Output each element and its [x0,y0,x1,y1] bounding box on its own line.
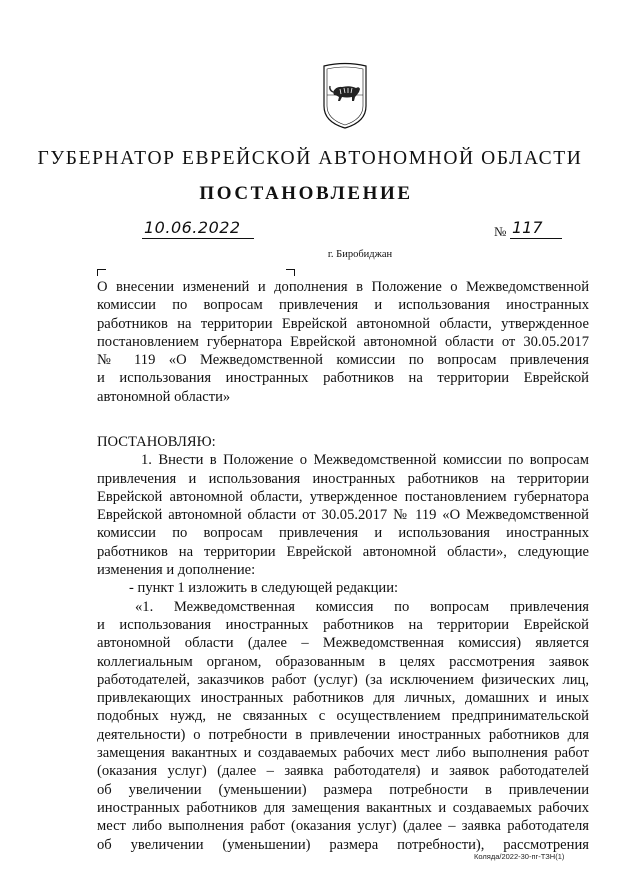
subject-line: работников на территории Еврейской автономной области, утвержденное [97,315,589,332]
body-line: «1. Межведомственная комиссия по вопросам привлечения [135,598,589,615]
body-line: работников на территории Еврейской автономной области», следующие [97,543,589,560]
body-line: 1. Внести в Положение о Межведомственной комиссии по вопросам [141,452,589,469]
subject-line: № 119 «О Межведомственной комиссии по вопросам привлечения [97,352,589,369]
subject-line: автономной области» [97,388,231,405]
footer-reference-code: Коляда/2022-30-пг-ТЗН(1) [474,852,565,861]
subject-line: и использования иностранных работников на территории Еврейской [97,370,589,387]
corner-mark-left [97,269,106,276]
document-subject [97,278,589,406]
body-line: Еврейской автономной области, утвержденное постановлением губернатора [97,488,589,505]
document-type-heading: ПОСТАНОВЛЕНИЕ [199,183,413,204]
corner-mark-right [286,269,295,276]
subject-line: постановлением губернатора Еврейской автономной области от 30.05.2017 [97,333,589,350]
body-line: работодателей, заказчиков работ (услуг) (за исключением физических лиц, [97,671,589,688]
ordain-heading: ПОСТАНОВЛЯЮ: [97,434,216,450]
document-number: 117 [510,218,562,239]
governor-title: ГУБЕРНАТОР ЕВРЕЙСКОЙ АВТОНОМНОЙ ОБЛАСТИ [37,148,583,169]
body-line: об увеличении (уменьшении) размера потребности в привлечении [97,781,589,798]
body-line: автономной области (далее – Межведомственная комиссия) является [97,635,589,652]
body-line: комиссии по вопросам привлечения и использования иностранных [97,525,589,542]
signed-date: 10.06.2022 [142,218,254,239]
subject-line: О внесении изменений и дополнения в Положение о Межведомственной [97,279,589,295]
body-line: Еврейской автономной области от 30.05.2017 № 119 «О Межведомственной [97,507,589,524]
body-line: об увеличении (уменьшении) размера потребности), рассмотрения [97,836,589,853]
body-line: и использования иностранных работников на территории Еврейской [97,616,589,633]
body-line: деятельности) о потребности в привлечении иностранных работников для [97,726,589,743]
number-label: № [494,224,507,239]
body-line: привлекающих иностранных работников для личных, домашних и иных [97,690,589,707]
body-line: мест либо выполнения работ (оказания услуг) (далее – заявка работодателя [97,818,589,835]
body-line: подобных нужд, не связанных с осуществлением предпринимательской [97,708,589,725]
body-line: изменения и дополнение: [97,562,256,579]
subject-line: комиссии по вопросам привлечения и использования иностранных [97,297,589,314]
body-line: иностранных работников для замещения вакантных и создаваемых рабочих [97,799,589,816]
document-body [97,433,589,854]
body-line: (оказания услуг) (далее – заявка работодателя) и заявок работодателей [97,763,589,780]
body-line: замещения вакантных и создаваемых рабочих мест либо выполнения работ [97,745,589,762]
city-label: г. Биробиджан [327,249,393,260]
body-line: - пункт 1 изложить в следующей редакции: [129,580,399,597]
body-line: коллегиальным органом, образованным в целях рассмотрения заявок [97,653,589,670]
coat-of-arms-tiger-icon [318,62,372,130]
body-line: привлечения и использования иностранных работников на территории [97,470,589,487]
